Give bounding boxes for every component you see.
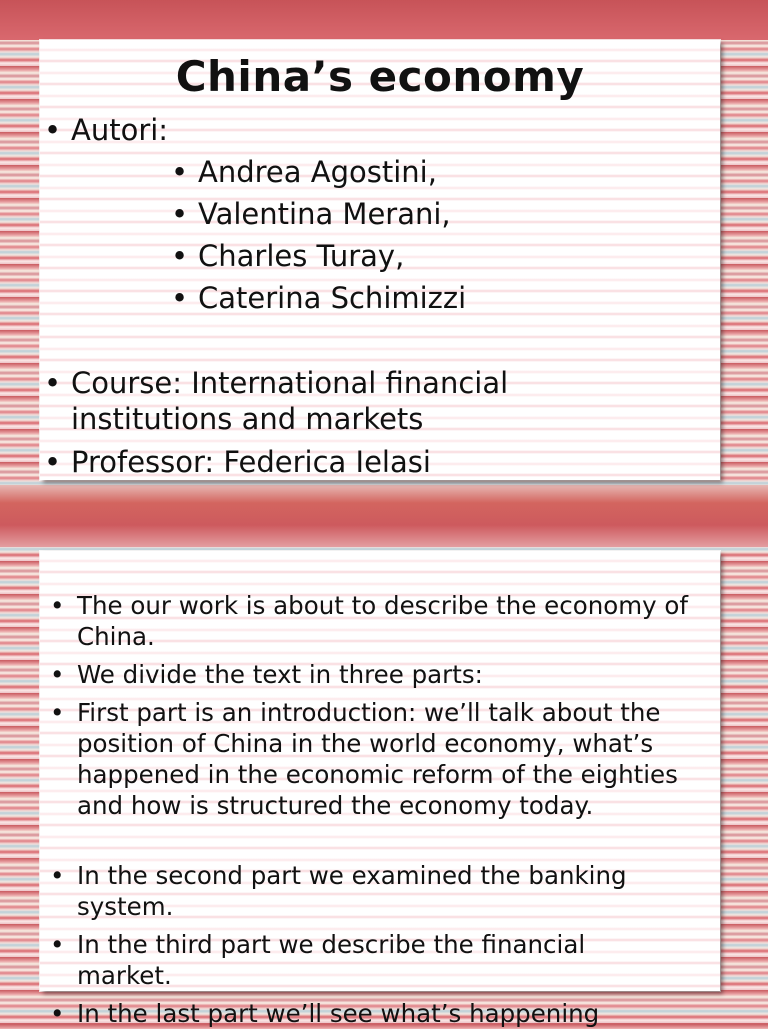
author-item (171, 238, 404, 274)
author-name: Valentina Merani, (198, 197, 451, 231)
bullet-icon: • (171, 155, 189, 189)
professor-bullet (44, 444, 684, 480)
bullet-icon: • (171, 197, 189, 231)
top-stripe-band (0, 0, 768, 40)
slide-1 (40, 40, 720, 480)
bullet-icon: • (50, 591, 65, 620)
slide-2 (40, 551, 720, 991)
author-item (171, 196, 451, 232)
list-item (50, 929, 670, 991)
list-item-text: The our work is about to describe the economy of China. (77, 591, 688, 651)
bullet-icon: • (50, 930, 65, 959)
list-item (50, 659, 690, 690)
authors-bullet (44, 112, 168, 148)
middle-stripe-band (0, 485, 768, 547)
bullet-icon: • (44, 366, 62, 400)
bullet-icon: • (171, 281, 189, 315)
bullet-icon: • (44, 113, 62, 147)
author-name: Charles Turay, (198, 239, 405, 273)
professor-text: Professor: Federica Ielasi (71, 445, 431, 479)
list-item-text: We divide the text in three parts: (77, 660, 483, 689)
list-item (50, 860, 710, 922)
list-item (50, 590, 690, 652)
bullet-icon: • (50, 999, 65, 1028)
bullet-icon: • (44, 445, 62, 479)
author-name: Caterina Schimizzi (198, 281, 467, 315)
list-item-partial (50, 998, 710, 1029)
slide-title: China’s economy (175, 52, 585, 101)
bullet-icon: • (50, 861, 65, 890)
authors-label: Autori: (71, 113, 169, 147)
list-item-text: First part is an introduction: we’ll talk about the position of China in the world economy, what’s happened in the economic reform of the eighties and how is structured the economy today. (77, 698, 678, 820)
bullet-icon: • (50, 660, 65, 689)
list-item (50, 697, 700, 821)
bullet-icon: • (50, 698, 65, 727)
list-item-text: In the third part we describe the financial market. (77, 930, 586, 990)
list-item-text: In the last part we’ll see what’s happening (77, 999, 600, 1028)
course-text: Course: International financial institutions and markets (71, 366, 509, 436)
list-item-text: In the second part we examined the banking system. (77, 861, 627, 921)
course-bullet (44, 365, 604, 437)
author-item (171, 154, 437, 190)
author-name: Andrea Agostini, (198, 155, 437, 189)
author-item (171, 280, 466, 316)
bullet-icon: • (171, 239, 189, 273)
